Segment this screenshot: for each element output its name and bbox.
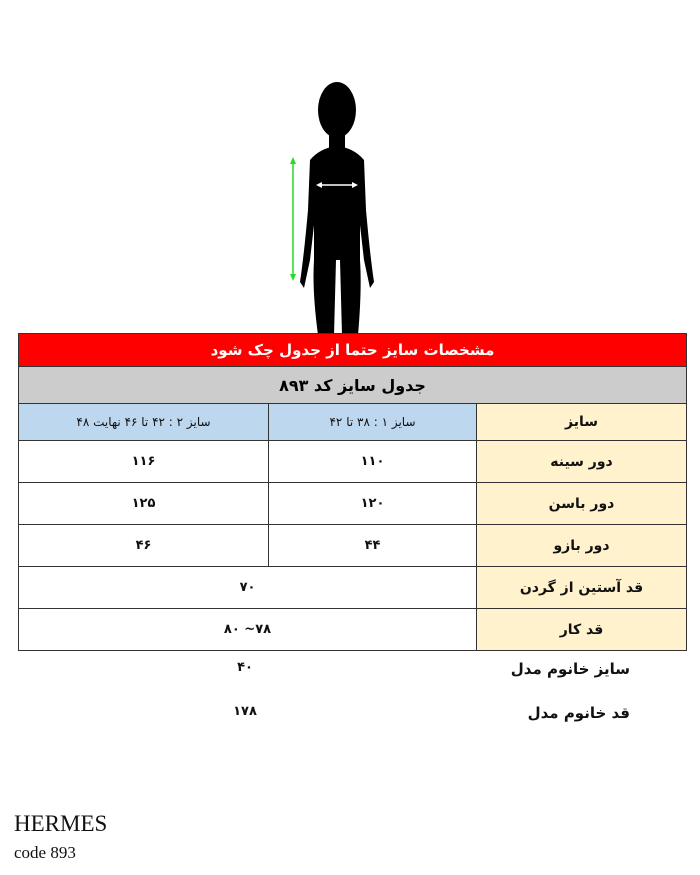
table-row — [19, 441, 687, 483]
row-size2-value: ۱۱۶ — [19, 441, 269, 483]
header-size1: سایز ۱ : ۳۸ تا ۴۲ — [269, 404, 477, 441]
row-label: دور بازو — [477, 525, 687, 567]
female-silhouette-icon — [290, 60, 410, 335]
row-size1-value: ۱۲۰ — [269, 483, 477, 525]
row-size1-value: ۱۱۰ — [269, 441, 477, 483]
header-label: سایز — [477, 404, 687, 441]
table-row — [19, 567, 687, 609]
table-row — [19, 483, 687, 525]
model-height-value: ۱۷۸ — [233, 704, 257, 719]
model-height-row — [0, 704, 700, 728]
row-value: ۷۸~ ۸۰ — [19, 609, 477, 651]
row-label: قد آستین از گردن — [477, 567, 687, 609]
table-row — [19, 525, 687, 567]
row-value: ۷۰ — [19, 567, 477, 609]
brand-name: HERMES — [14, 811, 108, 836]
row-size1-value: ۴۴ — [269, 525, 477, 567]
product-code: code 893 — [14, 843, 76, 862]
model-size-label: سایز خانوم مدل — [510, 660, 630, 678]
header-size2: سایز ۲ : ۴۲ تا ۴۶ نهایت ۴۸ — [19, 404, 269, 441]
table-row — [19, 609, 687, 651]
row-label: قد کار — [477, 609, 687, 651]
row-size2-value: ۱۲۵ — [19, 483, 269, 525]
table-title: مشخصات سایز حتما از جدول چک شود — [19, 334, 687, 367]
model-height-label: قد خانوم مدل — [527, 704, 630, 722]
row-label: دور سینه — [477, 441, 687, 483]
size-table — [18, 333, 687, 651]
model-size-row — [0, 660, 700, 684]
row-size2-value: ۴۶ — [19, 525, 269, 567]
model-size-value: ۴۰ — [237, 660, 253, 675]
row-label: دور باسن — [477, 483, 687, 525]
table-subtitle: جدول سایز کد ۸۹۳ — [19, 367, 687, 404]
